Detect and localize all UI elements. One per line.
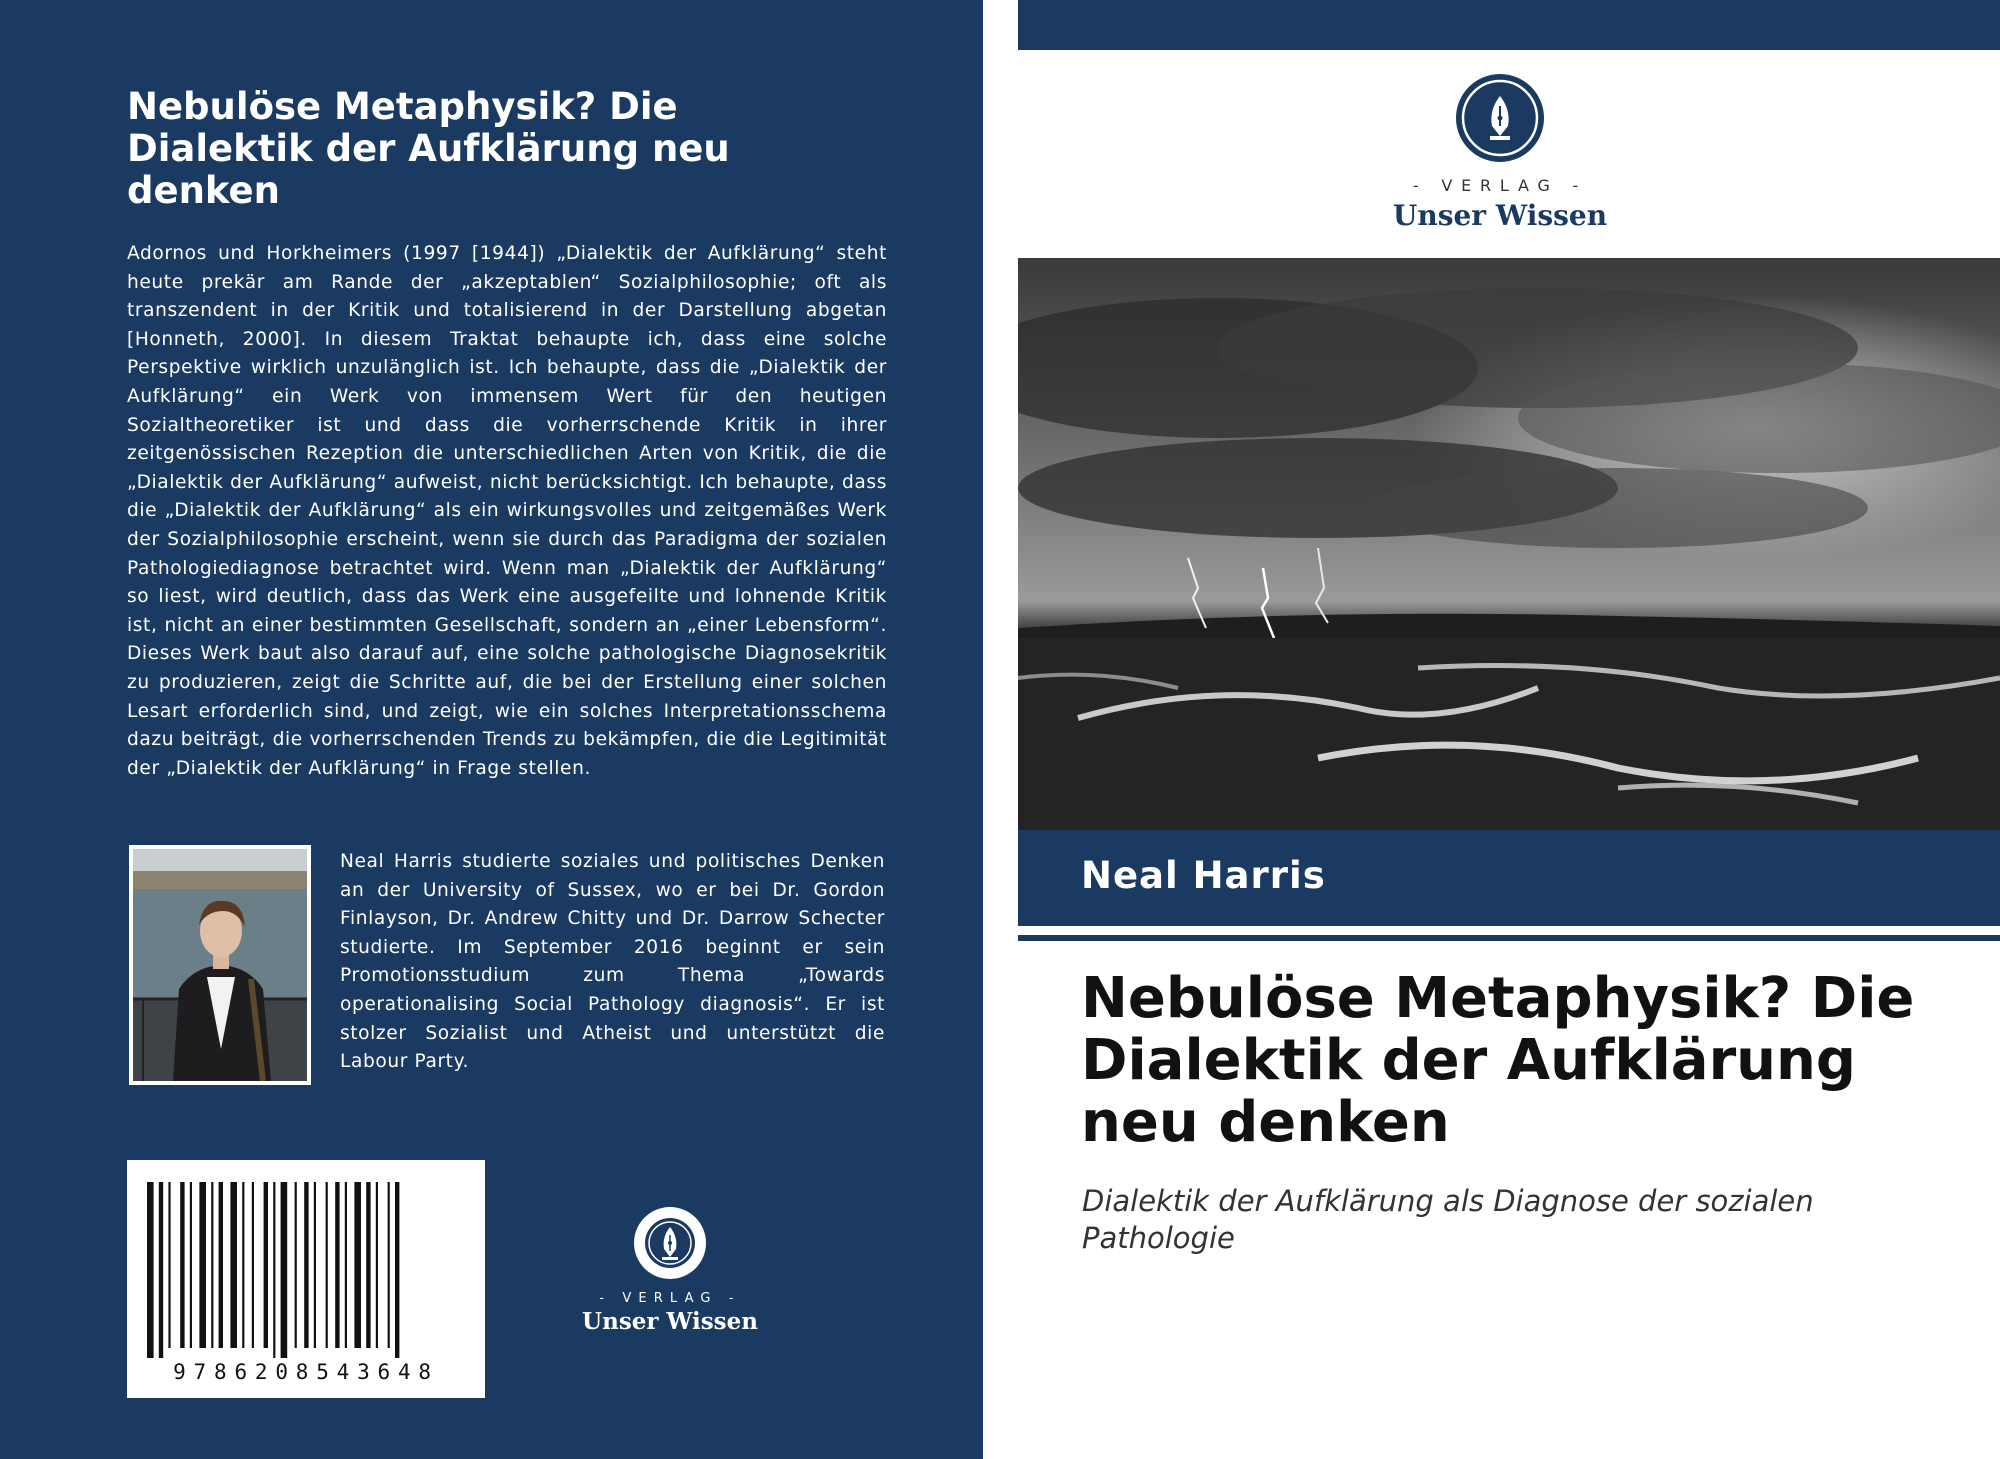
front-top-bar xyxy=(1018,0,2000,50)
pen-nib-logo-icon xyxy=(1454,72,1546,164)
back-logo-brand: Unser Wissen xyxy=(582,1308,758,1335)
barcode-icon xyxy=(127,1160,485,1360)
author-photo-image xyxy=(133,849,307,1081)
barcode-digits: 9786208543648 xyxy=(173,1360,439,1384)
spine-gap xyxy=(983,0,1018,1459)
back-publisher-logo xyxy=(570,1205,770,1335)
author-name: Neal Harris xyxy=(1081,854,1326,897)
back-cover xyxy=(0,0,983,1459)
front-logo-verlag: - VERLAG - xyxy=(1412,176,1588,195)
front-publisher-logo xyxy=(1370,72,1630,232)
storm-seascape-image xyxy=(1018,258,2000,830)
author-band xyxy=(1018,830,2000,926)
isbn-barcode xyxy=(127,1160,485,1398)
back-cover-title: Nebulöse Metaphysik? Die Dialektik der Aufklärung neu denken xyxy=(127,85,730,212)
author-bio: Neal Harris studierte soziales und politisches Denken an der University of Sussex, wo er bei Dr. Gordon Finlayson, Dr. Andrew Chitty und Dr. Darrow Schecter studierte. Im September 2016 beginnt er sein Promotionsstudium zum Thema „Towards operationalising Social Pathology diagnosis“. Er ist stolzer Sozialist und Atheist und unterstützt die Labour Party. xyxy=(340,851,885,1073)
divider-line xyxy=(1018,935,2000,941)
front-cover-subtitle: Dialektik der Aufklärung als Diagnose der sozialen Pathologie xyxy=(1082,1184,1814,1255)
book-blurb: Adornos und Horkheimers (1997 [1944]) „Dialektik der Aufklärung“ steht heute prekär am Rande der „akzeptablen“ Sozialphilosophie; oft als transzendent in der Kritik und totalisierend in der Darstellung abgetan [Honneth, 2000]. In diesem Traktat behaupte ich, dass eine solche Perspektive wirklich unzulänglich ist. Ich behaupte, dass die „Dialektik der Aufklärung“ ein Werk von immensem Wert für den heutigen Sozialtheoretiker ist und dass die vorherrschende Kritik in ihrer zeitgenössischen Rezeption die unterschiedlichen Arten von Kritik, die die „Dialektik der Aufklärung“ aufweist, nicht berücksichtigt. Ich behaupte, dass die „Dialektik der Aufklärung“ als ein wirkungsvolles und zeitgemäßes Werk der Sozialphilosophie erscheint, wenn sie durch das Paradigma der sozialen Pathologiediagnose betrachtet wird. Wenn man „Dialektik der Aufklärung“ so liest, wird deutlich, dass das Werk eine ausgefeilte und lohnende Kritik ist, nicht an einer bestimmten Gesellschaft, sondern an „einer Lebensform“. Dieses Werk baut also darauf auf, eine solche pathologische Diagnosekritik zu produzieren, zeigt die Schritte auf, die bei der Erstellung einer solchen Lesart erforderlich sind, und zeigt, wie ein solches Interpretationsschema dazu beiträgt, die vorherrschenden Trends zu bekämpfen, die die Legitimität der „Dialektik der Aufklärung“ in Frage stellen. xyxy=(127,243,887,779)
front-logo-brand: Unser Wissen xyxy=(1392,199,1608,232)
pen-nib-logo-icon xyxy=(632,1205,708,1281)
author-photo xyxy=(129,845,311,1085)
back-logo-verlag: - VERLAG - xyxy=(599,1291,741,1306)
front-cover-title: Nebulöse Metaphysik? Die Dialektik der Aufklärung neu denken xyxy=(1081,966,1915,1155)
